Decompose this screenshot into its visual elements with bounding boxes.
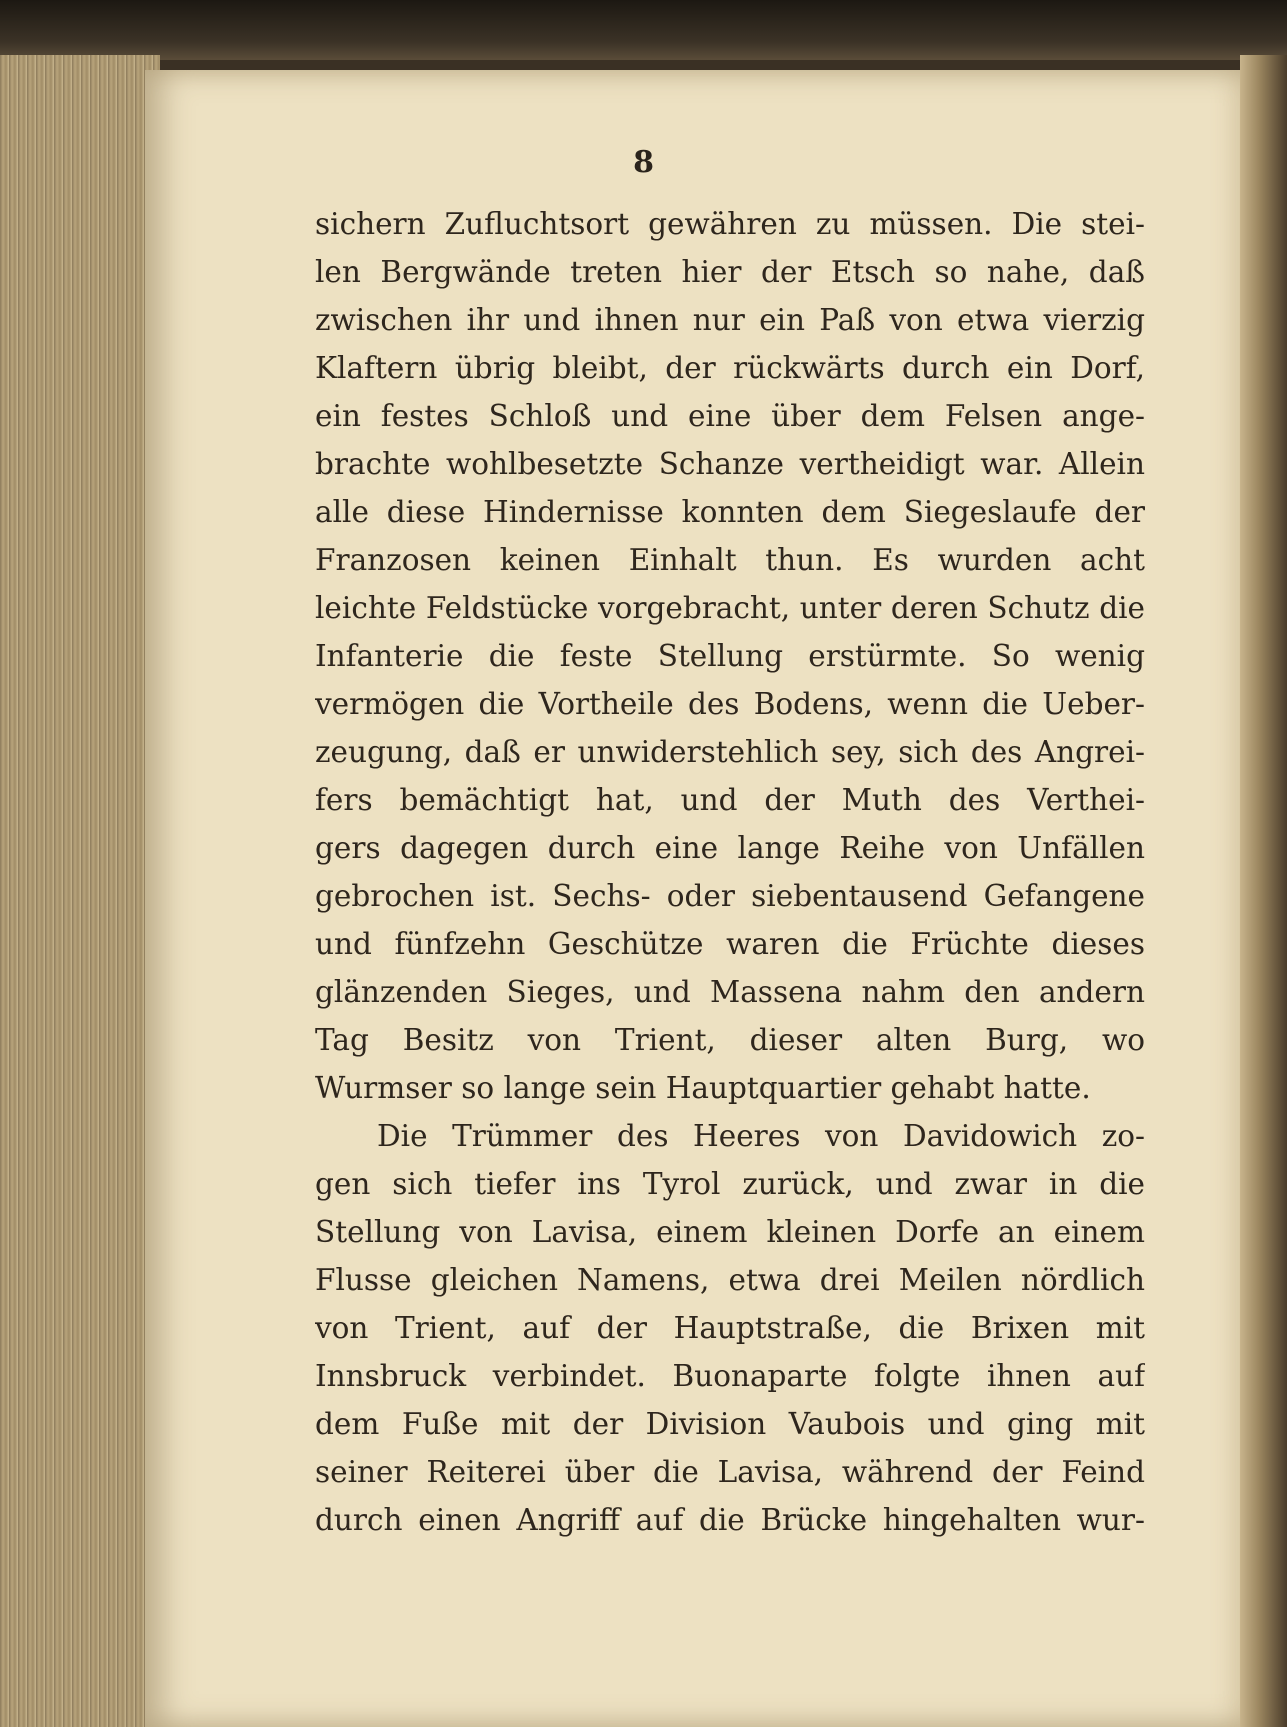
page-edges-left	[0, 55, 160, 1727]
page-text	[315, 200, 1145, 1544]
book-top-edge	[0, 0, 1287, 60]
text-line: Stellung von Lavisa, einem kleinen Dorfe an einem	[315, 1215, 1145, 1249]
text-line: leichte Feldstücke vorgebracht, unter deren Schutz die	[315, 591, 1145, 625]
text-line: Infanterie die feste Stellung erstürmte. So wenig	[315, 639, 1145, 673]
text-line: zeugung, daß er unwiderstehlich sey, sich des Angrei-	[315, 735, 1145, 769]
text-line: fers bemächtigt hat, und der Muth des Verthei-	[315, 783, 1145, 817]
text-line: brachte wohlbesetzte Schanze vertheidigt war. Allein	[315, 447, 1145, 481]
page-number: 8	[633, 145, 654, 180]
text-line: Klaftern übrig bleibt, der rückwärts durch ein Dorf,	[315, 351, 1145, 385]
text-line: seiner Reiterei über die Lavisa, während der Feind	[315, 1455, 1145, 1489]
text-line: vermögen die Vortheile des Bodens, wenn die Ueber-	[315, 687, 1145, 721]
text-line: len Bergwände treten hier der Etsch so nahe, daß	[315, 255, 1145, 289]
text-line: Franzosen keinen Einhalt thun. Es wurden acht	[315, 543, 1145, 577]
text-line: gebrochen ist. Sechs- oder siebentausend Gefangene	[315, 879, 1145, 913]
text-line: dem Fuße mit der Division Vaubois und ging mit	[315, 1407, 1145, 1441]
text-line: sichern Zufluchtsort gewähren zu müssen. Die stei-	[315, 207, 1145, 241]
text-line: glänzenden Sieges, und Massena nahm den andern	[315, 975, 1145, 1009]
text-line: zwischen ihr und ihnen nur ein Paß von etwa vierzig	[315, 303, 1145, 337]
book-cover-right	[1240, 55, 1287, 1727]
text-line: alle diese Hindernisse konnten dem Siegeslaufe der	[315, 495, 1145, 529]
text-line: Tag Besitz von Trient, dieser alten Burg, wo	[315, 1023, 1145, 1057]
text-line: Wurmser so lange sein Hauptquartier gehabt hatte.	[315, 1071, 1091, 1105]
text-line: ein festes Schloß und eine über dem Felsen ange-	[315, 399, 1145, 433]
text-line: von Trient, auf der Hauptstraße, die Brixen mit	[315, 1311, 1145, 1345]
text-line: Innsbruck verbindet. Buonaparte folgte ihnen auf	[315, 1359, 1145, 1393]
text-line: und fünfzehn Geschütze waren die Früchte dieses	[315, 927, 1145, 961]
text-line: gen sich tiefer ins Tyrol zurück, und zwar in die	[315, 1167, 1145, 1201]
text-line: gers dagegen durch eine lange Reihe von Unfällen	[315, 831, 1145, 865]
text-line: Flusse gleichen Namens, etwa drei Meilen nördlich	[315, 1263, 1145, 1297]
paragraph-start-line: Die Trümmer des Heeres von Davidowich zo-	[377, 1119, 1145, 1153]
text-line: durch einen Angriff auf die Brücke hingehalten wur-	[315, 1503, 1145, 1537]
